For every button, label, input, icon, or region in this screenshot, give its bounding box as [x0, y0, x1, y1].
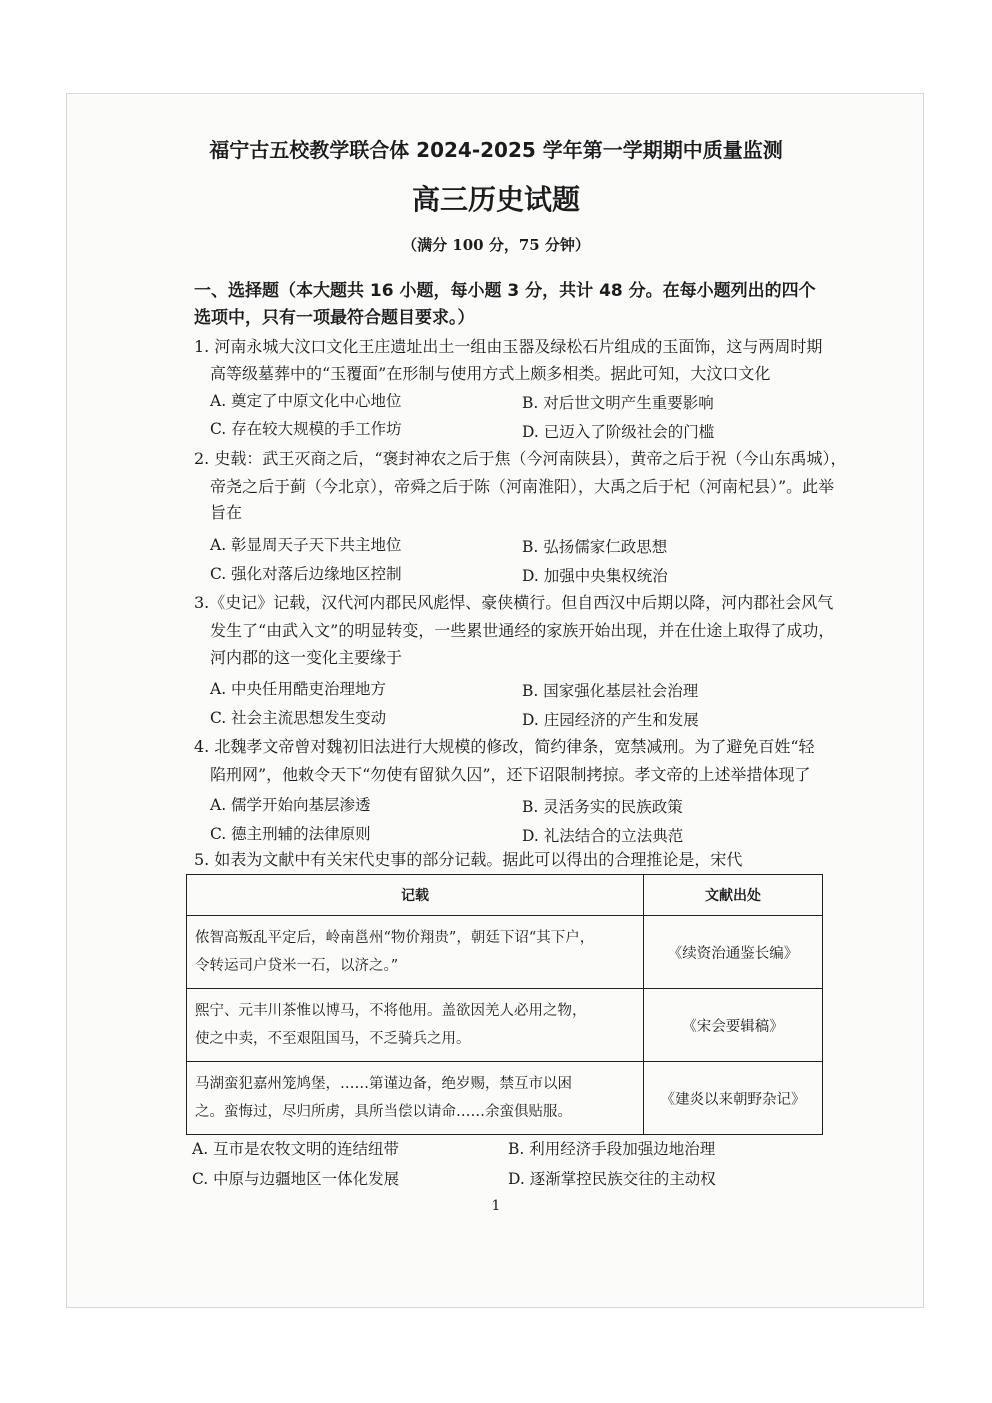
q4-option-c[interactable]: C. 德主刑辅的法律原则	[210, 825, 371, 843]
q3-option-d[interactable]: D. 庄园经济的产生和发展	[522, 711, 699, 729]
source-cell: 《宋会要辑稿》	[644, 989, 823, 1062]
q4-stem-line2: 陷刑网”，他敕令天下“勿使有留狱久囚”，还下诏限制拷掠。孝文帝的上述举措体现了	[210, 765, 811, 784]
section-heading-line1: 一、选择题（本大题共 16 小题，每小题 3 分，共计 48 分。在每小题列出的四个	[194, 281, 816, 301]
q1-stem-line1: 1. 河南永城大汶口文化王庄遗址出土一组由玉器及绿松石片组成的玉面饰，这与两周时期	[194, 337, 823, 356]
record-cell	[187, 916, 644, 989]
q3-option-b[interactable]: B. 国家强化基层社会治理	[522, 682, 699, 700]
q2-option-b[interactable]: B. 弘扬儒家仁政思想	[522, 538, 668, 556]
q5-option-b[interactable]: B. 利用经济手段加强边地治理	[508, 1140, 716, 1158]
q1-stem-line2: 高等级墓葬中的“玉覆面”在形制与使用方式上颇多相类。据此可知，大汶口文化	[210, 364, 771, 383]
table-row	[187, 916, 823, 989]
q4-option-a[interactable]: A. 儒学开始向基层渗透	[210, 796, 371, 814]
header-source: 文献出处	[644, 875, 823, 916]
record-cell	[187, 1062, 644, 1135]
q3-stem-line1: 3.《史记》记载，汉代河内郡民风彪悍、豪侠横行。但自西汉中后期以降，河内郡社会风气	[194, 593, 834, 612]
page-number: 1	[491, 1198, 501, 1214]
q5-stem-line1: 5. 如表为文献中有关宋代史事的部分记载。据此可以得出的合理推论是，宋代	[194, 850, 743, 869]
record-cell	[187, 989, 644, 1062]
record-line: 熙宁、元丰川茶惟以博马，不将他用。盖欲因羌人必用之物，	[195, 1003, 587, 1019]
exam-title: 福宁古五校教学联合体 2024-2025 学年第一学期期中质量监测	[209, 138, 783, 162]
q5-option-d[interactable]: D. 逐渐掌控民族交往的主动权	[508, 1170, 716, 1188]
q4-option-b[interactable]: B. 灵活务实的民族政策	[522, 798, 683, 816]
q4-stem-line1: 4. 北魏孝文帝曾对魏初旧法进行大规模的修改，简约律条，宽禁减刑。为了避免百姓“轻	[194, 737, 815, 756]
q1-option-d[interactable]: D. 已迈入了阶级社会的门槛	[522, 423, 715, 441]
table-row	[187, 1062, 823, 1135]
q1-option-b[interactable]: B. 对后世文明产生重要影响	[522, 394, 714, 412]
q2-option-d[interactable]: D. 加强中央集权统治	[522, 567, 668, 585]
q2-stem-line2: 帝尧之后于蓟（今北京），帝舜之后于陈（河南淮阳），大禹之后于杞（河南杞县）”。此举	[210, 477, 835, 496]
table-row	[187, 989, 823, 1062]
q1-option-c[interactable]: C. 存在较大规模的手工作坊	[210, 420, 402, 438]
q5-records-table	[186, 874, 823, 1135]
header-record: 记载	[187, 875, 644, 916]
q2-stem-line3: 旨在	[210, 503, 243, 522]
q5-option-a[interactable]: A. 互市是农牧文明的连结纽带	[192, 1140, 400, 1158]
q3-option-c[interactable]: C. 社会主流思想发生变动	[210, 709, 387, 727]
q3-option-a[interactable]: A. 中央任用酷吏治理地方	[210, 680, 387, 698]
record-line: 马湖蛮犯嘉州笼鸠堡，……第谨边备，绝岁赐，禁互市以困	[195, 1076, 572, 1092]
source-cell: 《续资治通鉴长编》	[644, 916, 823, 989]
subject-title: 高三历史试题	[411, 183, 580, 216]
q3-stem-line2: 发生了“由武入文”的明显转变，一些累世通经的家族开始出现，并在仕途上取得了成功，	[210, 621, 835, 640]
table-header-row	[187, 875, 823, 916]
q2-stem-line1: 2. 史载：武王灭商之后，“褒封神农之后于焦（今河南陕县），黄帝之后于祝（今山东禹城），	[194, 449, 847, 468]
q2-option-a[interactable]: A. 彰显周天子天下共主地位	[210, 536, 402, 554]
record-line: 之。蛮悔过，尽归所虏，具所当偿以请命……余蛮俱贴服。	[195, 1104, 572, 1120]
source-cell: 《建炎以来朝野杂记》	[644, 1062, 823, 1135]
q2-option-c[interactable]: C. 强化对落后边缘地区控制	[210, 565, 402, 583]
q1-option-a[interactable]: A. 奠定了中原文化中心地位	[210, 392, 402, 410]
q3-stem-line3: 河内郡的这一变化主要缘于	[210, 648, 403, 667]
q4-option-d[interactable]: D. 礼法结合的立法典范	[522, 827, 684, 845]
section-heading-line2: 选项中，只有一项最符合题目要求。）	[194, 308, 475, 328]
record-line: 令转运司户贷米一石，以济之。”	[195, 958, 399, 974]
q5-option-c[interactable]: C. 中原与边疆地区一体化发展	[192, 1170, 400, 1188]
record-line: 使之中卖，不至艰阻国马，不乏骑兵之用。	[195, 1031, 471, 1047]
score-time-note: （满分 100 分，75 分钟）	[402, 236, 590, 254]
record-line: 侬智高叛乱平定后，岭南邕州“物价翔贵”，朝廷下诏“其下户，	[195, 930, 595, 946]
